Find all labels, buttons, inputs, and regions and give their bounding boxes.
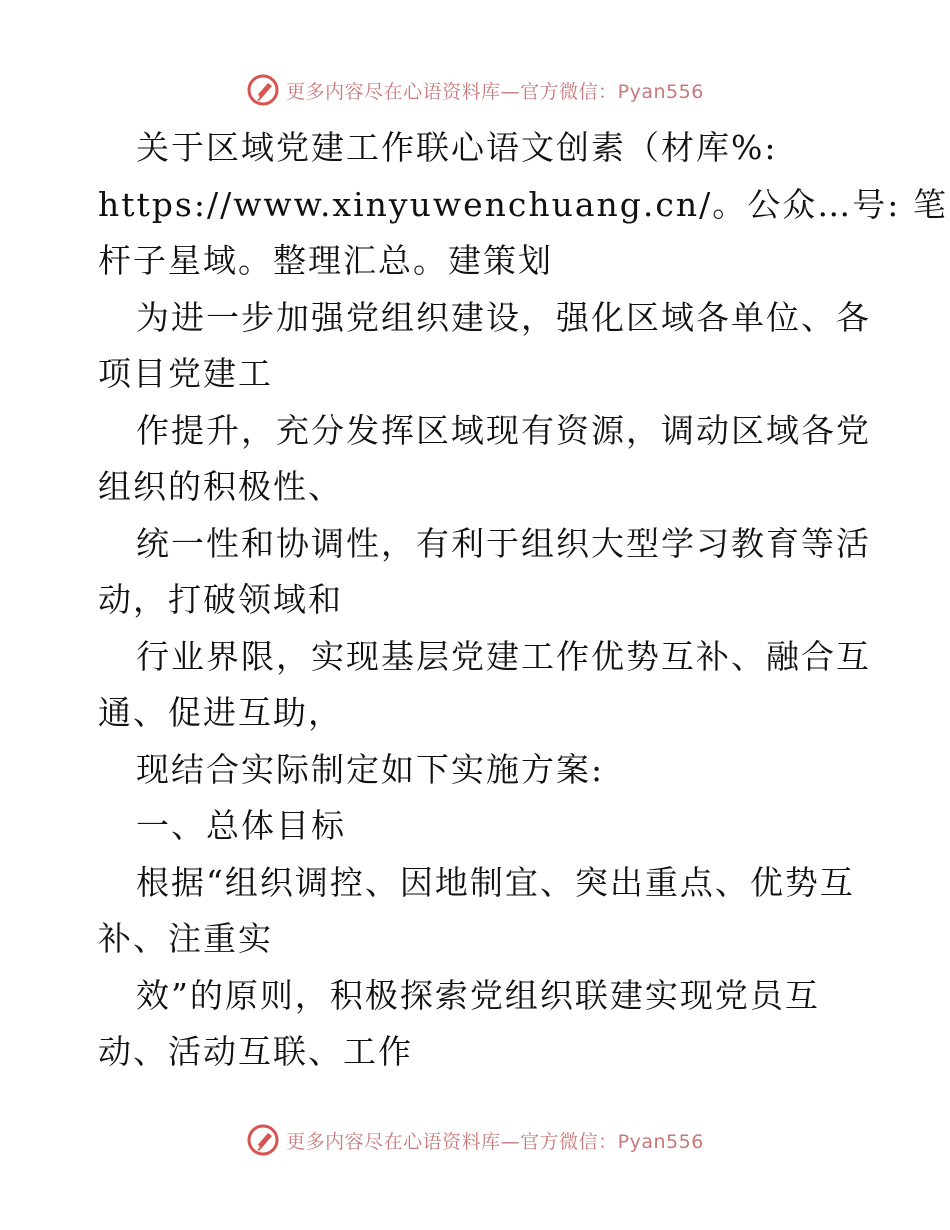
text-line: 根据“组织调控、因地制宜、突出重点、优势互: [136, 862, 855, 902]
text-line: 作提升，充分发挥区域现有资源，调动区域各党: [136, 410, 871, 450]
text-line: 项目党建工: [98, 354, 273, 393]
text-line: 效”的原则，积极探索党组织联建实现党员互: [136, 975, 820, 1015]
text-line: https://www.xinyuwenchuang.cn/。公众…号: 笔: [98, 184, 948, 224]
banner-text: 更多内容尽在心语资料库—官方微信：Pyan556: [286, 1130, 704, 1153]
text-line: 补、注重实: [98, 919, 273, 958]
footer-banner: [0, 1120, 950, 1160]
text-line: 统一性和协调性，有利于组织大型学习教育等活: [136, 523, 871, 563]
text-line: 一、总体目标: [136, 806, 346, 845]
text-line: 行业界限，实现基层党建工作优势互补、融合互: [136, 636, 871, 676]
document-body: [98, 120, 948, 1081]
pen-logo-icon: [246, 73, 280, 107]
text-line: 组织的积极性、: [98, 467, 343, 506]
text-line: 动，打破领域和: [98, 580, 343, 619]
text-line: 杆子星域。整理汇总。建策划: [98, 241, 553, 280]
text-line: 为进一步加强党组织建设，强化区域各单位、各: [136, 297, 871, 337]
text-line: 关于区域党建工作联心语文创素（材库%:: [136, 128, 778, 167]
header-banner: [0, 70, 950, 110]
text-line: 通、促进互助，: [98, 693, 343, 732]
text-line: 动、活动互联、工作: [98, 1032, 413, 1071]
banner-text: 更多内容尽在心语资料库—官方微信：Pyan556: [286, 80, 704, 103]
text-line: 现结合实际制定如下实施方案:: [136, 749, 605, 789]
pen-logo-icon: [246, 1123, 280, 1157]
